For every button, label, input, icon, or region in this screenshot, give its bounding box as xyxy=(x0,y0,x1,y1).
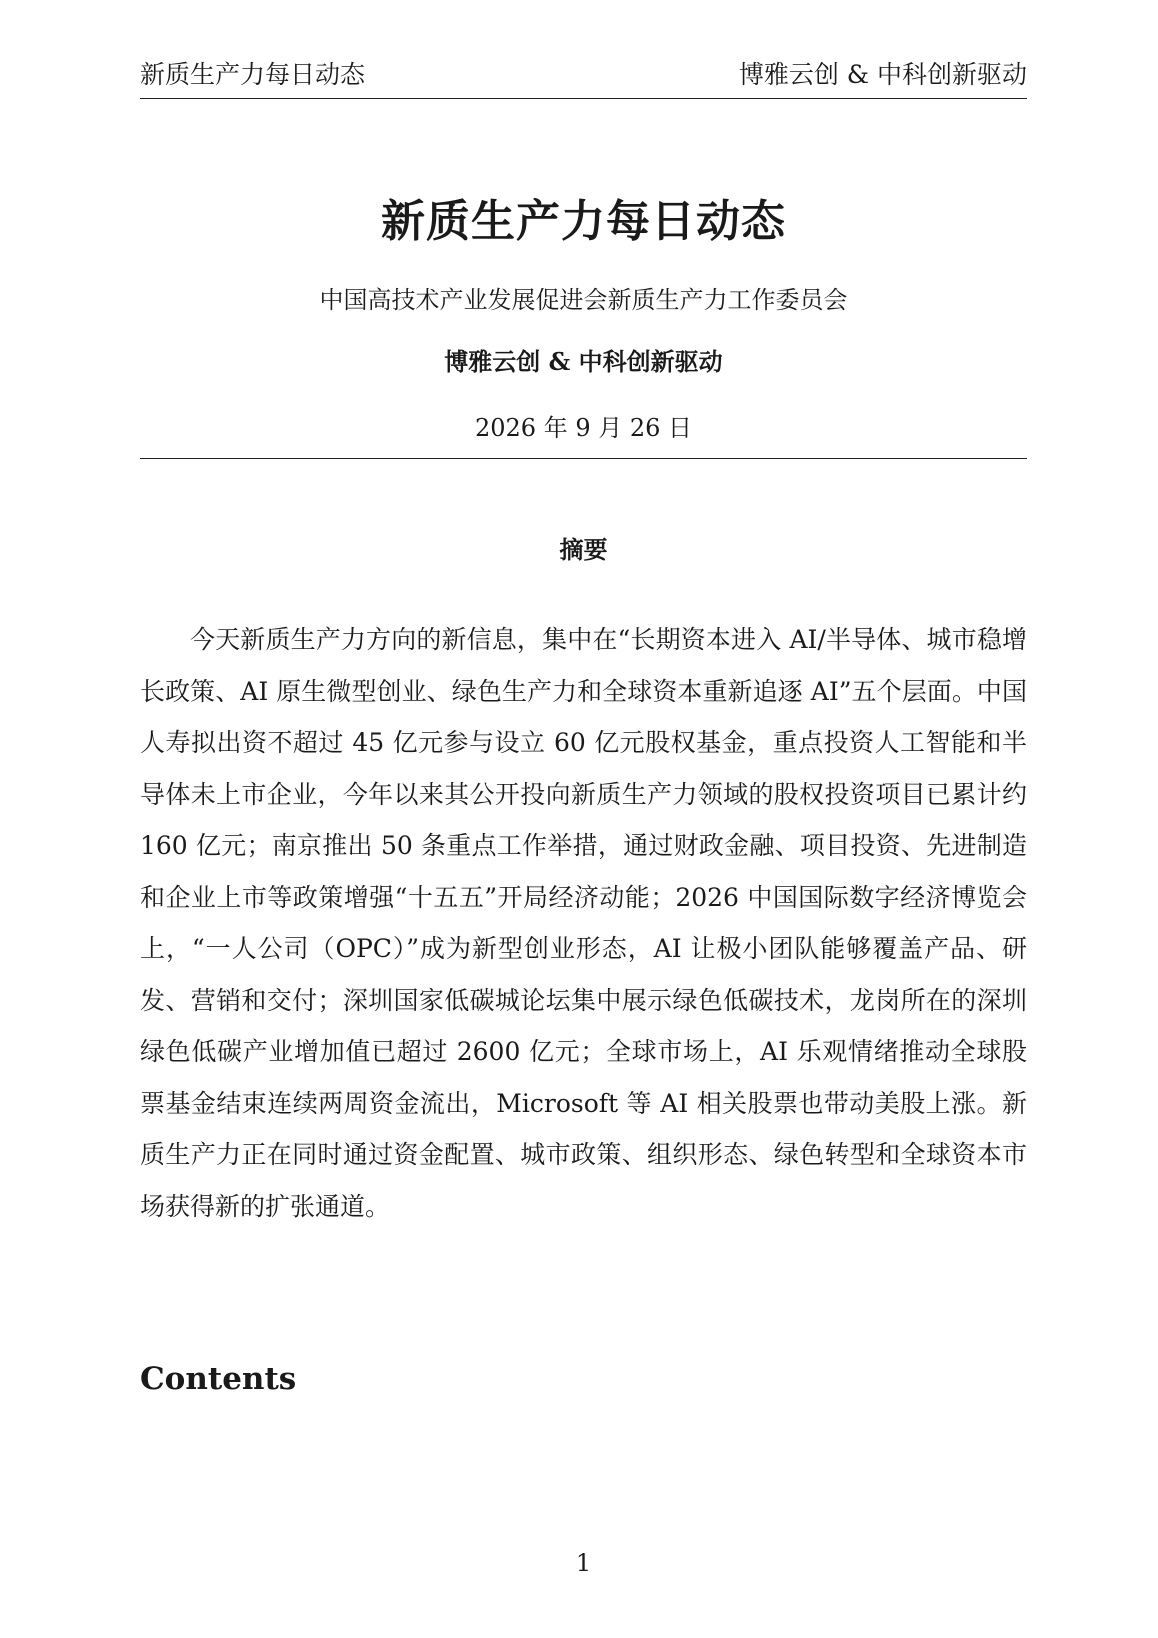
producers-line: 博雅云创 & 中科创新驱动 xyxy=(444,347,723,376)
document-title: 新质生产力每日动态 xyxy=(381,196,786,247)
title-divider xyxy=(140,458,1027,459)
organization-line: 中国高技术产业发展促进会新质生产力工作委员会 xyxy=(319,286,848,314)
abstract-body: 今天新质生产力方向的新信息，集中在“长期资本进入 AI/半导体、城市稳增长政策、AI 原生微型创业、绿色生产力和全球资本重新追逐 AI”五个层面。中国人寿拟出资不超过 45 亿元参与设立 60 亿元股权基金，重点投资人工智能和半导体未上市企业，今年以来其公开投向新质生产力领域的股权投资项目已累计约 160 亿元；南京推出 50 条重点工作举措，通过财政金融、项目投资、先进制造和企业上市等政策增强“十五五”开局经济动能；2026 中国国际数字经济博览会上，“一人公司（OPC）”成为新型创业形态，AI 让极小团队能够覆盖产品、研发、营销和交付；深圳国家低碳城论坛集中展示绿色低碳技术，龙岗所在的深圳绿色低碳产业增加值已超过 2600 亿元；全球市场上，AI 乐观情绪推动全球股票基金结束连续两周资金流出，Microsoft 等 AI 相关股票也带动美股上涨。新质生产力正在同时通过资金配置、城市政策、组织形态、绿色转型和全球资本市场获得新的扩张通道。 xyxy=(140,625,1027,1221)
page-number: 1 xyxy=(575,1549,592,1577)
contents-heading: Contents xyxy=(140,1361,297,1397)
running-header-left: 新质生产力每日动态 xyxy=(140,60,366,89)
running-header-right: 博雅云创 & 中科创新驱动 xyxy=(738,60,1027,89)
running-header xyxy=(140,58,1027,99)
publication-date: 2026 年 9 月 26 日 xyxy=(474,414,693,442)
abstract-heading: 摘要 xyxy=(559,535,608,564)
